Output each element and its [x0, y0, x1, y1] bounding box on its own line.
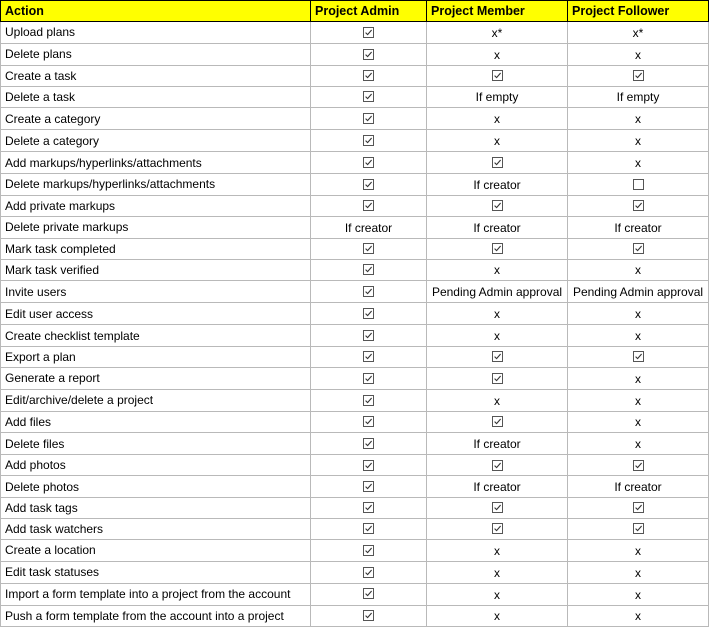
follower-permission-cell — [568, 195, 709, 216]
permission-text: x — [635, 437, 641, 452]
permission-text: If creator — [344, 220, 393, 235]
permission-text: x — [635, 415, 641, 430]
admin-permission-cell — [311, 605, 427, 627]
action-label: Create checklist template — [1, 325, 311, 347]
follower-permission-cell — [568, 389, 709, 411]
permission-text: x — [494, 609, 500, 624]
action-label: Mark task verified — [1, 259, 311, 281]
admin-permission-cell — [311, 22, 427, 44]
checked-box-icon — [492, 200, 503, 211]
action-label: Create a category — [1, 108, 311, 130]
permission-text: x — [635, 543, 641, 558]
permission-text: x — [635, 565, 641, 580]
table-header — [1, 1, 709, 22]
table-row — [1, 498, 709, 519]
table-row — [1, 325, 709, 347]
follower-permission-cell — [568, 173, 709, 195]
checked-box-icon — [363, 416, 374, 427]
follower-permission-cell — [568, 152, 709, 174]
permission-text: x — [494, 307, 500, 322]
permission-text: x — [494, 393, 500, 408]
follower-permission-cell — [568, 455, 709, 476]
permission-text: Pending Admin approval — [431, 285, 563, 300]
member-permission-cell — [427, 519, 568, 540]
admin-permission-cell — [311, 195, 427, 216]
member-permission-cell — [427, 216, 568, 238]
table-row — [1, 22, 709, 44]
permission-text: x — [635, 134, 641, 149]
action-label: Import a form template into a project from the account — [1, 583, 311, 605]
permission-text: x — [635, 587, 641, 602]
admin-permission-cell — [311, 346, 427, 367]
permission-text: Pending Admin approval — [572, 285, 704, 300]
action-label: Invite users — [1, 281, 311, 303]
admin-permission-cell — [311, 498, 427, 519]
permission-text: If creator — [614, 220, 662, 235]
table-row — [1, 108, 709, 130]
permission-text: If creator — [614, 480, 662, 495]
permission-text: x — [635, 47, 641, 62]
admin-permission-cell — [311, 455, 427, 476]
admin-permission-cell — [311, 281, 427, 303]
action-label: Delete photos — [1, 476, 311, 498]
admin-permission-cell — [311, 325, 427, 347]
follower-permission-cell — [568, 583, 709, 605]
follower-permission-cell — [568, 130, 709, 152]
member-permission-cell — [427, 130, 568, 152]
checked-box-icon — [363, 373, 374, 384]
follower-permission-cell — [568, 216, 709, 238]
member-permission-cell — [427, 498, 568, 519]
admin-permission-cell — [311, 583, 427, 605]
follower-permission-cell — [568, 498, 709, 519]
table-row — [1, 433, 709, 455]
follower-permission-cell — [568, 476, 709, 498]
checked-box-icon — [363, 157, 374, 168]
table-row — [1, 583, 709, 605]
checked-box-icon — [633, 243, 644, 254]
checked-box-icon — [492, 502, 503, 513]
member-permission-cell — [427, 259, 568, 281]
checked-box-icon — [492, 70, 503, 81]
checked-box-icon — [492, 523, 503, 534]
checked-box-icon — [633, 523, 644, 534]
permission-text: If creator — [473, 437, 521, 452]
follower-permission-cell — [568, 367, 709, 389]
member-permission-cell — [427, 86, 568, 108]
checked-box-icon — [363, 243, 374, 254]
follower-permission-cell — [568, 43, 709, 65]
table-row — [1, 411, 709, 433]
follower-permission-cell — [568, 259, 709, 281]
table-row — [1, 173, 709, 195]
action-label: Create a task — [1, 65, 311, 86]
permission-text: x — [635, 155, 641, 170]
action-label: Export a plan — [1, 346, 311, 367]
admin-permission-cell — [311, 561, 427, 583]
action-label: Delete files — [1, 433, 311, 455]
admin-permission-cell — [311, 389, 427, 411]
member-permission-cell — [427, 173, 568, 195]
checked-box-icon — [363, 70, 374, 81]
member-permission-cell — [427, 583, 568, 605]
follower-permission-cell — [568, 65, 709, 86]
table-row — [1, 519, 709, 540]
permission-text: x — [494, 543, 500, 558]
member-permission-cell — [427, 433, 568, 455]
action-label: Delete a category — [1, 130, 311, 152]
follower-permission-cell — [568, 108, 709, 130]
action-label: Push a form template from the account into a project — [1, 605, 311, 627]
checked-box-icon — [363, 113, 374, 124]
action-label: Edit task statuses — [1, 561, 311, 583]
action-label: Delete private markups — [1, 216, 311, 238]
checked-box-icon — [363, 27, 374, 38]
admin-permission-cell — [311, 476, 427, 498]
table-row — [1, 152, 709, 174]
action-label: Upload plans — [1, 22, 311, 44]
permission-text: x — [635, 393, 641, 408]
action-label: Add photos — [1, 455, 311, 476]
member-permission-cell — [427, 561, 568, 583]
follower-permission-cell — [568, 238, 709, 259]
member-permission-cell — [427, 195, 568, 216]
follower-permission-cell — [568, 22, 709, 44]
checked-box-icon — [363, 460, 374, 471]
admin-permission-cell — [311, 130, 427, 152]
table-row — [1, 389, 709, 411]
checked-box-icon — [492, 460, 503, 471]
follower-permission-cell — [568, 540, 709, 562]
checked-box-icon — [363, 588, 374, 599]
member-permission-cell — [427, 605, 568, 627]
table-row — [1, 303, 709, 325]
admin-permission-cell — [311, 152, 427, 174]
header-action: Action — [1, 1, 311, 22]
header-row — [1, 1, 709, 22]
action-label: Add task tags — [1, 498, 311, 519]
checked-box-icon — [363, 395, 374, 406]
checked-box-icon — [633, 502, 644, 513]
admin-permission-cell — [311, 519, 427, 540]
checked-box-icon — [363, 330, 374, 341]
checked-box-icon — [633, 351, 644, 362]
action-label: Add task watchers — [1, 519, 311, 540]
permission-text: x — [494, 47, 500, 62]
table-row — [1, 455, 709, 476]
action-label: Mark task completed — [1, 238, 311, 259]
member-permission-cell — [427, 476, 568, 498]
admin-permission-cell — [311, 108, 427, 130]
admin-permission-cell — [311, 216, 427, 238]
member-permission-cell — [427, 411, 568, 433]
empty-box-icon — [633, 179, 644, 190]
action-label: Delete a task — [1, 86, 311, 108]
member-permission-cell — [427, 43, 568, 65]
follower-permission-cell — [568, 281, 709, 303]
table-row — [1, 540, 709, 562]
admin-permission-cell — [311, 173, 427, 195]
follower-permission-cell — [568, 325, 709, 347]
table-row — [1, 259, 709, 281]
checked-box-icon — [633, 200, 644, 211]
follower-permission-cell — [568, 561, 709, 583]
table-row — [1, 216, 709, 238]
checked-box-icon — [363, 545, 374, 556]
member-permission-cell — [427, 238, 568, 259]
permission-text: If creator — [473, 177, 521, 192]
checked-box-icon — [363, 481, 374, 492]
action-label: Delete plans — [1, 43, 311, 65]
action-label: Add files — [1, 411, 311, 433]
follower-permission-cell — [568, 605, 709, 627]
member-permission-cell — [427, 152, 568, 174]
action-label: Delete markups/hyperlinks/attachments — [1, 173, 311, 195]
checked-box-icon — [492, 416, 503, 427]
member-permission-cell — [427, 540, 568, 562]
checked-box-icon — [363, 610, 374, 621]
member-permission-cell — [427, 325, 568, 347]
table-row — [1, 130, 709, 152]
table-row — [1, 43, 709, 65]
checked-box-icon — [363, 179, 374, 190]
checked-box-icon — [363, 308, 374, 319]
table-row — [1, 86, 709, 108]
follower-permission-cell — [568, 346, 709, 367]
permission-text: x* — [491, 25, 503, 40]
permission-text: x — [635, 328, 641, 343]
checked-box-icon — [363, 200, 374, 211]
permission-text: x — [635, 609, 641, 624]
header-project-member: Project Member — [427, 1, 568, 22]
permission-text: x — [635, 371, 641, 386]
member-permission-cell — [427, 22, 568, 44]
permission-text: x — [635, 112, 641, 127]
admin-permission-cell — [311, 259, 427, 281]
member-permission-cell — [427, 65, 568, 86]
checked-box-icon — [363, 523, 374, 534]
checked-box-icon — [363, 91, 374, 102]
member-permission-cell — [427, 389, 568, 411]
follower-permission-cell — [568, 86, 709, 108]
admin-permission-cell — [311, 43, 427, 65]
table-row — [1, 281, 709, 303]
checked-box-icon — [363, 264, 374, 275]
checked-box-icon — [492, 373, 503, 384]
member-permission-cell — [427, 108, 568, 130]
permission-text: x — [494, 565, 500, 580]
checked-box-icon — [492, 351, 503, 362]
checked-box-icon — [633, 460, 644, 471]
checked-box-icon — [363, 49, 374, 60]
admin-permission-cell — [311, 303, 427, 325]
action-label: Create a location — [1, 540, 311, 562]
action-label: Add markups/hyperlinks/attachments — [1, 152, 311, 174]
permission-text: If creator — [473, 480, 521, 495]
member-permission-cell — [427, 346, 568, 367]
checked-box-icon — [492, 157, 503, 168]
permission-text: x — [635, 263, 641, 278]
permission-text: If empty — [616, 90, 660, 105]
table-row — [1, 65, 709, 86]
table-body — [1, 22, 709, 627]
admin-permission-cell — [311, 433, 427, 455]
follower-permission-cell — [568, 303, 709, 325]
header-project-admin: Project Admin — [311, 1, 427, 22]
admin-permission-cell — [311, 411, 427, 433]
checked-box-icon — [492, 243, 503, 254]
admin-permission-cell — [311, 540, 427, 562]
member-permission-cell — [427, 303, 568, 325]
table-row — [1, 195, 709, 216]
table-row — [1, 561, 709, 583]
action-label: Edit/archive/delete a project — [1, 389, 311, 411]
header-project-follower: Project Follower — [568, 1, 709, 22]
permission-text: x — [494, 112, 500, 127]
checked-box-icon — [363, 438, 374, 449]
follower-permission-cell — [568, 411, 709, 433]
follower-permission-cell — [568, 519, 709, 540]
action-label: Generate a report — [1, 367, 311, 389]
table-row — [1, 367, 709, 389]
checked-box-icon — [363, 135, 374, 146]
checked-box-icon — [633, 70, 644, 81]
action-label: Edit user access — [1, 303, 311, 325]
checked-box-icon — [363, 502, 374, 513]
permission-text: If empty — [475, 90, 519, 105]
table-row — [1, 238, 709, 259]
admin-permission-cell — [311, 65, 427, 86]
action-label: Add private markups — [1, 195, 311, 216]
permission-text: x — [494, 134, 500, 149]
permission-text: x — [494, 263, 500, 278]
checked-box-icon — [363, 286, 374, 297]
permission-text: x* — [632, 25, 644, 40]
permission-text: If creator — [473, 220, 521, 235]
permission-text: x — [635, 307, 641, 322]
table-row — [1, 346, 709, 367]
checked-box-icon — [363, 567, 374, 578]
permission-text: x — [494, 587, 500, 602]
member-permission-cell — [427, 367, 568, 389]
table-row — [1, 605, 709, 627]
member-permission-cell — [427, 455, 568, 476]
table-row — [1, 476, 709, 498]
checked-box-icon — [363, 351, 374, 362]
member-permission-cell — [427, 281, 568, 303]
admin-permission-cell — [311, 367, 427, 389]
admin-permission-cell — [311, 86, 427, 108]
admin-permission-cell — [311, 238, 427, 259]
permission-text: x — [494, 328, 500, 343]
follower-permission-cell — [568, 433, 709, 455]
